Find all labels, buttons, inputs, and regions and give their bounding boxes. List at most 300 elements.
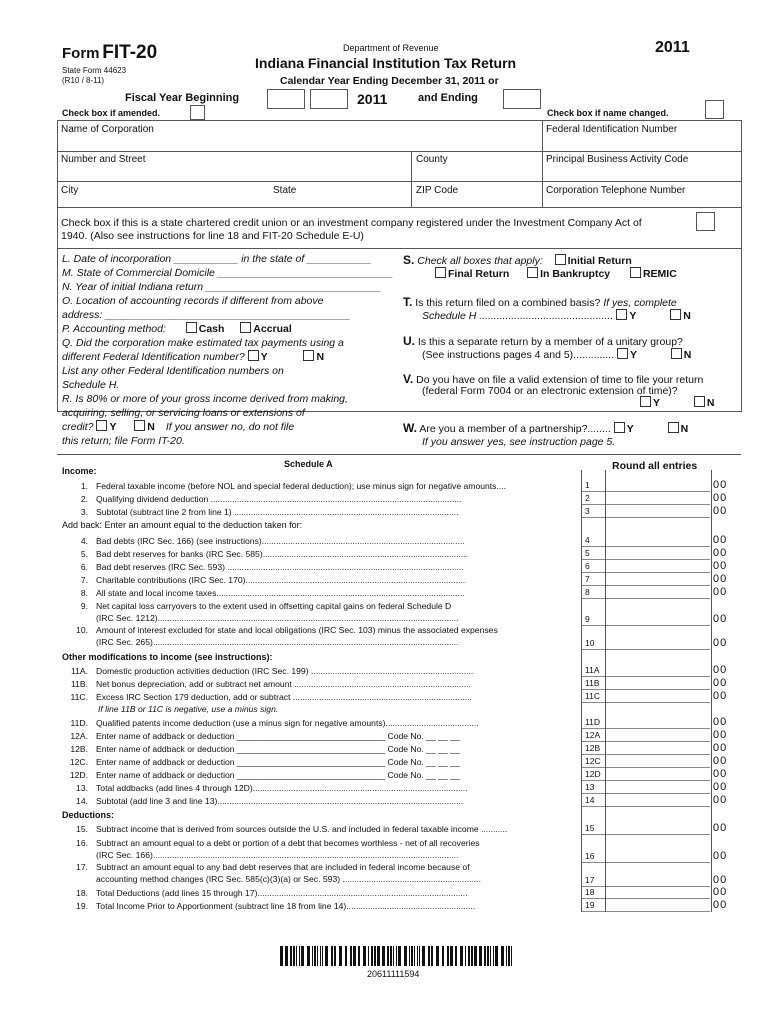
barcode-bar — [465, 946, 466, 966]
amount-input[interactable] — [605, 900, 710, 912]
cents-value: 00 — [713, 886, 728, 898]
barcode-bar — [280, 946, 283, 966]
deductions-heading: Deductions: — [62, 810, 115, 820]
form-number: FIT-20 — [102, 42, 158, 63]
question-m[interactable]: M. State of Commercial Domicile ______________________________ — [62, 267, 393, 279]
form-prefix: Form — [62, 45, 100, 62]
other-modifications-heading: Other modifications to income (see instructions): — [62, 652, 273, 662]
amount-input[interactable] — [605, 730, 710, 742]
barcode-bar — [317, 946, 318, 966]
line-description: Subtotal (subtract line 2 from line 1) .............................................................................................. — [96, 507, 459, 517]
line-box-label: 6 — [582, 561, 608, 573]
v-yes-checkbox[interactable] — [640, 396, 651, 407]
question-t: T. Is this return filed on a combined basis? If yes, complete — [403, 295, 677, 309]
barcode-bar — [417, 946, 418, 966]
amount-input[interactable] — [605, 691, 710, 703]
question-q: Q. Did the corporation make estimated tax payments using a — [62, 337, 344, 349]
cents-value: 00 — [713, 586, 728, 598]
cents-value: 00 — [713, 677, 728, 689]
line-box-label: 12A — [582, 730, 608, 742]
line-description: All state and local income taxes........................................................................................................ — [96, 588, 465, 598]
barcode-bar — [508, 946, 510, 966]
question-o-address[interactable]: address: __________________________________________ — [62, 309, 351, 321]
barcode-bar — [320, 946, 321, 966]
line-box-label: 10 — [582, 638, 608, 650]
line-box-label: 16 — [582, 851, 608, 863]
barcode-bar — [493, 946, 494, 966]
cash-checkbox[interactable] — [186, 322, 197, 333]
line-description-continued: (IRC Sec. 1212).............................................................................................................................. — [96, 613, 459, 623]
line-box-label: 8 — [582, 587, 608, 599]
cents-value: 00 — [713, 664, 728, 676]
amount-input[interactable] — [605, 887, 710, 899]
cents-value: 00 — [713, 742, 728, 754]
cents-value: 00 — [713, 492, 728, 504]
barcode-bar — [368, 946, 369, 966]
barcode-bar — [285, 946, 288, 966]
question-n[interactable]: N. Year of initial Indiana return ______________________________ — [62, 281, 382, 293]
line-description: Bad debt reserves (IRC Sec. 593) ................................................................................................... — [96, 562, 464, 572]
state-form-number: State Form 44623 — [62, 66, 127, 75]
line-number: 1. — [80, 481, 88, 491]
question-v: V. Do you have on file a valid extension of time to file your return — [403, 372, 704, 386]
amount-input[interactable] — [605, 535, 710, 547]
credit-union-text-2: 1940. (Also see instructions for line 18 and FIT-20 Schedule E-U) — [61, 230, 364, 242]
city-field[interactable]: City — [61, 185, 79, 196]
line-number: 6. — [80, 562, 88, 572]
column-rule — [581, 470, 582, 912]
schedule-line — [58, 574, 578, 586]
line-number: 15. — [76, 824, 88, 834]
fein-field[interactable]: Federal Identification Number — [546, 124, 678, 135]
line-description: Net capital loss carryovers to the extent used in offsetting capital gains on federal Schedule D — [96, 601, 452, 611]
barcode-bar — [345, 946, 347, 966]
cents-value: 00 — [713, 479, 728, 491]
amount-input[interactable] — [605, 480, 710, 492]
cents-value: 00 — [713, 534, 728, 546]
name-changed-label: Check box if name changed. — [547, 108, 669, 118]
line-description: Bad debt reserves for banks (IRC Sec. 585)...................................................................................... — [96, 549, 469, 559]
schedule-line — [58, 691, 578, 703]
final-return-checkbox[interactable] — [435, 267, 446, 278]
barcode-bar — [404, 946, 407, 966]
amount-input[interactable] — [605, 823, 710, 835]
schedule-line — [58, 480, 578, 492]
barcode-bar — [422, 946, 425, 966]
fiscal-begin-month[interactable] — [267, 89, 305, 109]
line-number: 16. — [76, 838, 88, 848]
schedule-line — [58, 837, 578, 849]
bankruptcy-checkbox[interactable] — [527, 267, 538, 278]
amount-input[interactable] — [605, 614, 710, 626]
barcode-bar — [307, 946, 310, 966]
amount-input[interactable] — [605, 678, 710, 690]
line-box-label: 11C — [582, 691, 608, 703]
schedule-line — [58, 561, 578, 573]
cents-value: 00 — [713, 768, 728, 780]
q-no-checkbox[interactable] — [303, 350, 314, 361]
barcode-bar — [495, 946, 498, 966]
question-u-line2: (See instructions pages 4 and 5).............. Y N — [422, 349, 692, 361]
activity-code-field[interactable]: Principal Business Activity Code — [546, 154, 689, 165]
question-w-note: If you answer yes, see instruction page 5. — [422, 436, 616, 448]
line-description: Amount of interest excluded for state and local obligations (IRC Sec. 103) minus the associated expenses — [96, 625, 498, 635]
line-number: 3. — [80, 507, 88, 517]
schedule-line-continued — [58, 636, 578, 648]
line-number: 2. — [80, 494, 88, 504]
barcode-bar — [487, 946, 489, 966]
barcode-bar — [314, 946, 316, 966]
schedule-line — [58, 730, 578, 742]
barcode-bar — [428, 946, 430, 966]
barcode-bar — [350, 946, 352, 966]
question-q-note: List any other Federal Identification numbers on — [62, 365, 284, 377]
amount-input[interactable] — [605, 665, 710, 677]
barcode-bar — [322, 946, 323, 966]
barcode-bar — [358, 946, 360, 966]
cents-value: 00 — [713, 850, 728, 862]
line-number: 12A. — [70, 731, 88, 741]
amount-input[interactable] — [605, 782, 710, 794]
schedule-line — [58, 717, 578, 729]
accrual-checkbox[interactable] — [240, 322, 251, 333]
line-description: Enter name of addback or deduction _______________________________ Code No. __ __ __ — [96, 744, 460, 754]
amount-input[interactable] — [605, 587, 710, 599]
schedule-line-continued — [58, 849, 578, 861]
barcode-bar — [411, 946, 413, 966]
barcode-bar — [471, 946, 473, 966]
question-r-line3: credit? Y N If you answer no, do not file — [62, 421, 295, 433]
line-description: Bad debts (IRC Sec. 166) (see instructions)..................................................................................... — [96, 536, 465, 546]
barcode-bar — [312, 946, 313, 966]
line-box-label: 12C — [582, 756, 608, 768]
line-box-label: 11A — [582, 665, 608, 677]
barcode-bar — [396, 946, 397, 966]
line-box-label: 15 — [582, 823, 608, 835]
line-number: 11C. — [70, 692, 88, 702]
cents-value: 00 — [713, 573, 728, 585]
line-box-label: 4 — [582, 535, 608, 547]
schedule-line — [58, 900, 578, 912]
round-note: Round all entries — [612, 460, 698, 472]
schedule-line — [58, 678, 578, 690]
barcode-bar — [431, 946, 433, 966]
barcode-bar — [377, 946, 380, 966]
line-11-note: If line 11B or 11C is negative, use a minus sign. — [98, 704, 279, 714]
barcode-bar — [331, 946, 333, 966]
line-description: Charitable contributions (IRC Sec. 170)............................................................................................ — [96, 575, 466, 585]
barcode — [280, 946, 514, 966]
barcode-bar — [334, 946, 336, 966]
u-yes-checkbox[interactable] — [617, 348, 628, 359]
amount-input[interactable] — [605, 493, 710, 505]
question-s: S. Check all boxes that apply: Initial Return — [403, 253, 632, 267]
credit-union-text-1: Check box if this is a state chartered credit union or an investment company registered under the Investment Company Act of — [61, 217, 642, 229]
barcode-bar — [479, 946, 482, 966]
barcode-bar — [398, 946, 401, 966]
remic-checkbox[interactable] — [630, 267, 641, 278]
question-s-line2: Final Return In Bankruptcy REMIC — [435, 267, 677, 281]
barcode-bar — [409, 946, 410, 966]
line-number: 12B. — [70, 744, 88, 754]
amount-input[interactable] — [605, 638, 710, 650]
line-number: 19. — [76, 901, 88, 911]
barcode-bar — [484, 946, 486, 966]
barcode-bar — [511, 946, 512, 966]
line-description: Subtract an amount equal to any bad debt reserves that are included in federal income because of — [96, 862, 470, 872]
question-v-boxes: Y N — [640, 396, 714, 410]
schedule-line-continued — [58, 873, 578, 885]
phone-field[interactable]: Corporation Telephone Number — [546, 185, 686, 196]
amount-input[interactable] — [605, 561, 710, 573]
schedule-line — [58, 782, 578, 794]
question-p: P. Accounting method: Cash Accrual — [62, 323, 292, 335]
question-r-line4: this return; file Form IT-20. — [62, 435, 185, 447]
barcode-bar — [387, 946, 389, 966]
amount-input[interactable] — [605, 506, 710, 518]
question-t-line2: Schedule H .............................................. Y N — [422, 310, 691, 322]
county-field[interactable]: County — [416, 154, 448, 165]
line-box-label: 17 — [582, 875, 608, 887]
barcode-bar — [455, 946, 457, 966]
income-heading: Income: — [62, 466, 97, 476]
line-number: 13. — [76, 783, 88, 793]
barcode-number: 20611111594 — [367, 969, 420, 979]
line-box-label: 12D — [582, 769, 608, 781]
line-description: Subtract an amount equal to a debt or portion of a debt that becomes worthless - net of all recoveries — [96, 838, 480, 848]
line-box-label: 19 — [582, 900, 608, 912]
schedule-line — [58, 887, 578, 899]
v-no-checkbox[interactable] — [694, 396, 705, 407]
barcode-bar — [468, 946, 470, 966]
schedule-line — [58, 795, 578, 807]
cents-value: 00 — [713, 781, 728, 793]
cents-value: 00 — [713, 637, 728, 649]
schedule-line — [58, 548, 578, 560]
tax-year: 2011 — [655, 39, 690, 56]
line-description: Subtotal (add line 3 and line 13)....................................................................................................... — [96, 796, 464, 806]
r-no-checkbox[interactable] — [134, 420, 145, 431]
line-box-label: 5 — [582, 548, 608, 560]
line-box-label: 2 — [582, 493, 608, 505]
calendar-line: Calendar Year Ending December 31, 2011 or — [280, 75, 499, 87]
name-changed-checkbox[interactable] — [705, 100, 724, 119]
and-ending-label: and Ending — [418, 92, 478, 104]
line-description: Enter name of addback or deduction _______________________________ Code No. __ __ __ — [96, 770, 460, 780]
barcode-bar — [490, 946, 491, 966]
barcode-bar — [290, 946, 292, 966]
schedule-line — [58, 600, 578, 612]
barcode-bar — [447, 946, 449, 966]
cents-value: 00 — [713, 794, 728, 806]
street-field[interactable]: Number and Street — [61, 154, 146, 165]
barcode-bar — [393, 946, 394, 966]
cents-value: 00 — [713, 874, 728, 886]
line-box-label: 3 — [582, 506, 608, 518]
line-description: Total addbacks (add lines 4 through 12D).......................................................................................... — [96, 783, 468, 793]
question-q-note-2: Schedule H. — [62, 379, 120, 391]
line-number: 12C. — [69, 757, 88, 767]
schedule-line — [58, 624, 578, 636]
barcode-bar — [460, 946, 463, 966]
barcode-bar — [293, 946, 295, 966]
r-yes-checkbox[interactable] — [96, 420, 107, 431]
line-description-continued: (IRC Sec. 265)................................................................................................................................ — [96, 637, 459, 647]
line-number: 10. — [76, 625, 88, 635]
amount-input[interactable] — [605, 851, 710, 863]
column-rule — [605, 470, 606, 912]
line-description: Domestic production activities deduction (IRC Sec. 199) .................................................................... — [96, 666, 474, 676]
form-id — [62, 42, 157, 64]
barcode-bar — [414, 946, 415, 966]
cents-value: 00 — [713, 613, 728, 625]
line-number: 17. — [76, 862, 88, 872]
schedule-line — [58, 743, 578, 755]
line-box-label: 1 — [582, 480, 608, 492]
cents-value: 00 — [713, 505, 728, 517]
schedule-line-continued — [58, 612, 578, 624]
line-box-label: 13 — [582, 782, 608, 794]
line-box-label: 14 — [582, 795, 608, 807]
schedule-line — [58, 665, 578, 677]
barcode-bar — [501, 946, 504, 966]
schedule-line — [58, 506, 578, 518]
cents-value: 00 — [713, 822, 728, 834]
w-no-checkbox[interactable] — [668, 422, 679, 433]
revision: (R10 / 8-11) — [62, 76, 105, 85]
line-box-label: 11B — [582, 678, 608, 690]
line-description-continued: (IRC Sec. 166)................................................................................................................................ — [96, 850, 459, 860]
cents-value: 00 — [713, 690, 728, 702]
credit-union-checkbox[interactable] — [696, 212, 715, 231]
barcode-bar — [382, 946, 385, 966]
line-number: 18. — [76, 888, 88, 898]
question-r-line2: acquiring, selling, or servicing loans or extensions of — [62, 407, 305, 419]
barcode-bar — [450, 946, 453, 966]
barcode-bar — [474, 946, 477, 966]
line-description: Qualified patents income deduction (use a minus sign for negative amounts)....................................... — [96, 718, 479, 728]
question-v-line2: (federal Form 7004 or an electronic extension of time)? — [422, 385, 678, 397]
line-box-label: 7 — [582, 574, 608, 586]
line-description: Total Deductions (add lines 15 through 17)........................................................................................ — [96, 888, 468, 898]
barcode-bar — [371, 946, 373, 966]
initial-return-checkbox[interactable] — [555, 254, 566, 265]
line-number: 11D. — [70, 718, 88, 728]
line-box-label: 11D — [582, 717, 608, 729]
barcode-bar — [419, 946, 420, 966]
barcode-bar — [339, 946, 342, 966]
line-description: Subtract income that is derived from sources outside the U.S. and included in federal taxable income ........... — [96, 824, 508, 834]
q-yes-checkbox[interactable] — [248, 350, 259, 361]
question-q-line2: different Federal Identification number? Y N — [62, 351, 325, 363]
amount-input[interactable] — [605, 717, 710, 729]
amount-input[interactable] — [605, 795, 710, 807]
line-box-label: 12B — [582, 743, 608, 755]
corporation-name-field[interactable]: Name of Corporation — [61, 124, 154, 135]
w-yes-checkbox[interactable] — [614, 422, 625, 433]
question-u: U. Is this a separate return by a member of a unitary group? — [403, 334, 683, 348]
t-no-checkbox[interactable] — [670, 309, 681, 320]
line-number: 4. — [80, 536, 88, 546]
fiscal-label: Fiscal Year Beginning — [125, 92, 240, 104]
fiscal-begin-day[interactable] — [310, 89, 348, 109]
line-number: 12D. — [69, 770, 88, 780]
zip-field[interactable]: ZIP Code — [416, 185, 459, 196]
schedule-line — [58, 535, 578, 547]
amount-input[interactable] — [605, 875, 710, 887]
line-number: 14. — [76, 796, 88, 806]
page-title: Indiana Financial Institution Tax Return — [255, 55, 517, 71]
column-rule — [711, 470, 712, 912]
cents-value: 00 — [713, 899, 728, 911]
amount-input[interactable] — [605, 548, 710, 560]
line-description: Total Income Prior to Apportionment (subtract line 18 from line 14)...................................................... — [96, 901, 476, 911]
barcode-bar — [301, 946, 304, 966]
amount-input[interactable] — [605, 743, 710, 755]
cents-value: 00 — [713, 560, 728, 572]
line-number: 8. — [80, 588, 88, 598]
schedule-line — [58, 756, 578, 768]
line-description: Excess IRC Section 179 deduction, add or subtract ........................................................................... — [96, 692, 472, 702]
line-description: Enter name of addback or deduction _______________________________ Code No. __ __ __ — [96, 757, 460, 767]
line-number: 11B. — [70, 679, 88, 689]
barcode-bar — [374, 946, 376, 966]
amount-input[interactable] — [605, 574, 710, 586]
barcode-bar — [390, 946, 392, 966]
line-description: Qualifying dividend deduction ......................................................................................................... — [96, 494, 462, 504]
cents-value: 00 — [713, 716, 728, 728]
u-no-checkbox[interactable] — [671, 348, 682, 359]
t-yes-checkbox[interactable] — [616, 309, 627, 320]
fiscal-end-month[interactable] — [503, 89, 541, 109]
schedule-line — [58, 493, 578, 505]
amount-input[interactable] — [605, 756, 710, 768]
line-box-label: 18 — [582, 887, 608, 899]
barcode-bar — [436, 946, 439, 966]
addback-heading: Add back: Enter an amount equal to the deduction taken for: — [62, 520, 303, 530]
line-box-label: 9 — [582, 614, 608, 626]
question-o: O. Location of accounting records if different from above — [62, 295, 324, 307]
schedule-line — [58, 587, 578, 599]
cents-value: 00 — [713, 755, 728, 767]
barcode-bar — [442, 946, 444, 966]
amount-input[interactable] — [605, 769, 710, 781]
line-description: Enter name of addback or deduction _______________________________ Code No. __ __ __ — [96, 731, 460, 741]
barcode-bar — [325, 946, 328, 966]
line-number: 7. — [80, 575, 88, 585]
barcode-bar — [363, 946, 366, 966]
department: Department of Revenue — [343, 43, 439, 53]
barcode-bar — [299, 946, 300, 966]
line-number: 11A. — [70, 666, 88, 676]
question-r: R. Is 80% or more of your gross income derived from making, — [62, 393, 348, 405]
state-field[interactable]: State — [273, 185, 297, 196]
question-w: W. Are you a member of a partnership?........ Y N — [403, 421, 689, 435]
question-l[interactable]: L. Date of incorporation ___________ in the state of ___________ — [62, 253, 372, 265]
line-description-continued: accounting method changes (IRC Sec. 585(c)(3)(a) or Sec. 593) .......................................................... — [96, 874, 481, 884]
barcode-bar — [353, 946, 356, 966]
schedule-line — [58, 861, 578, 873]
fiscal-year: 2011 — [357, 91, 388, 107]
schedule-line — [58, 823, 578, 835]
amended-label: Check box if amended. — [62, 108, 161, 118]
amended-checkbox[interactable] — [190, 105, 205, 120]
barcode-bar — [506, 946, 507, 966]
line-number: 9. — [80, 601, 88, 611]
cents-value: 00 — [713, 729, 728, 741]
cents-value: 00 — [713, 547, 728, 559]
schedule-line — [58, 769, 578, 781]
